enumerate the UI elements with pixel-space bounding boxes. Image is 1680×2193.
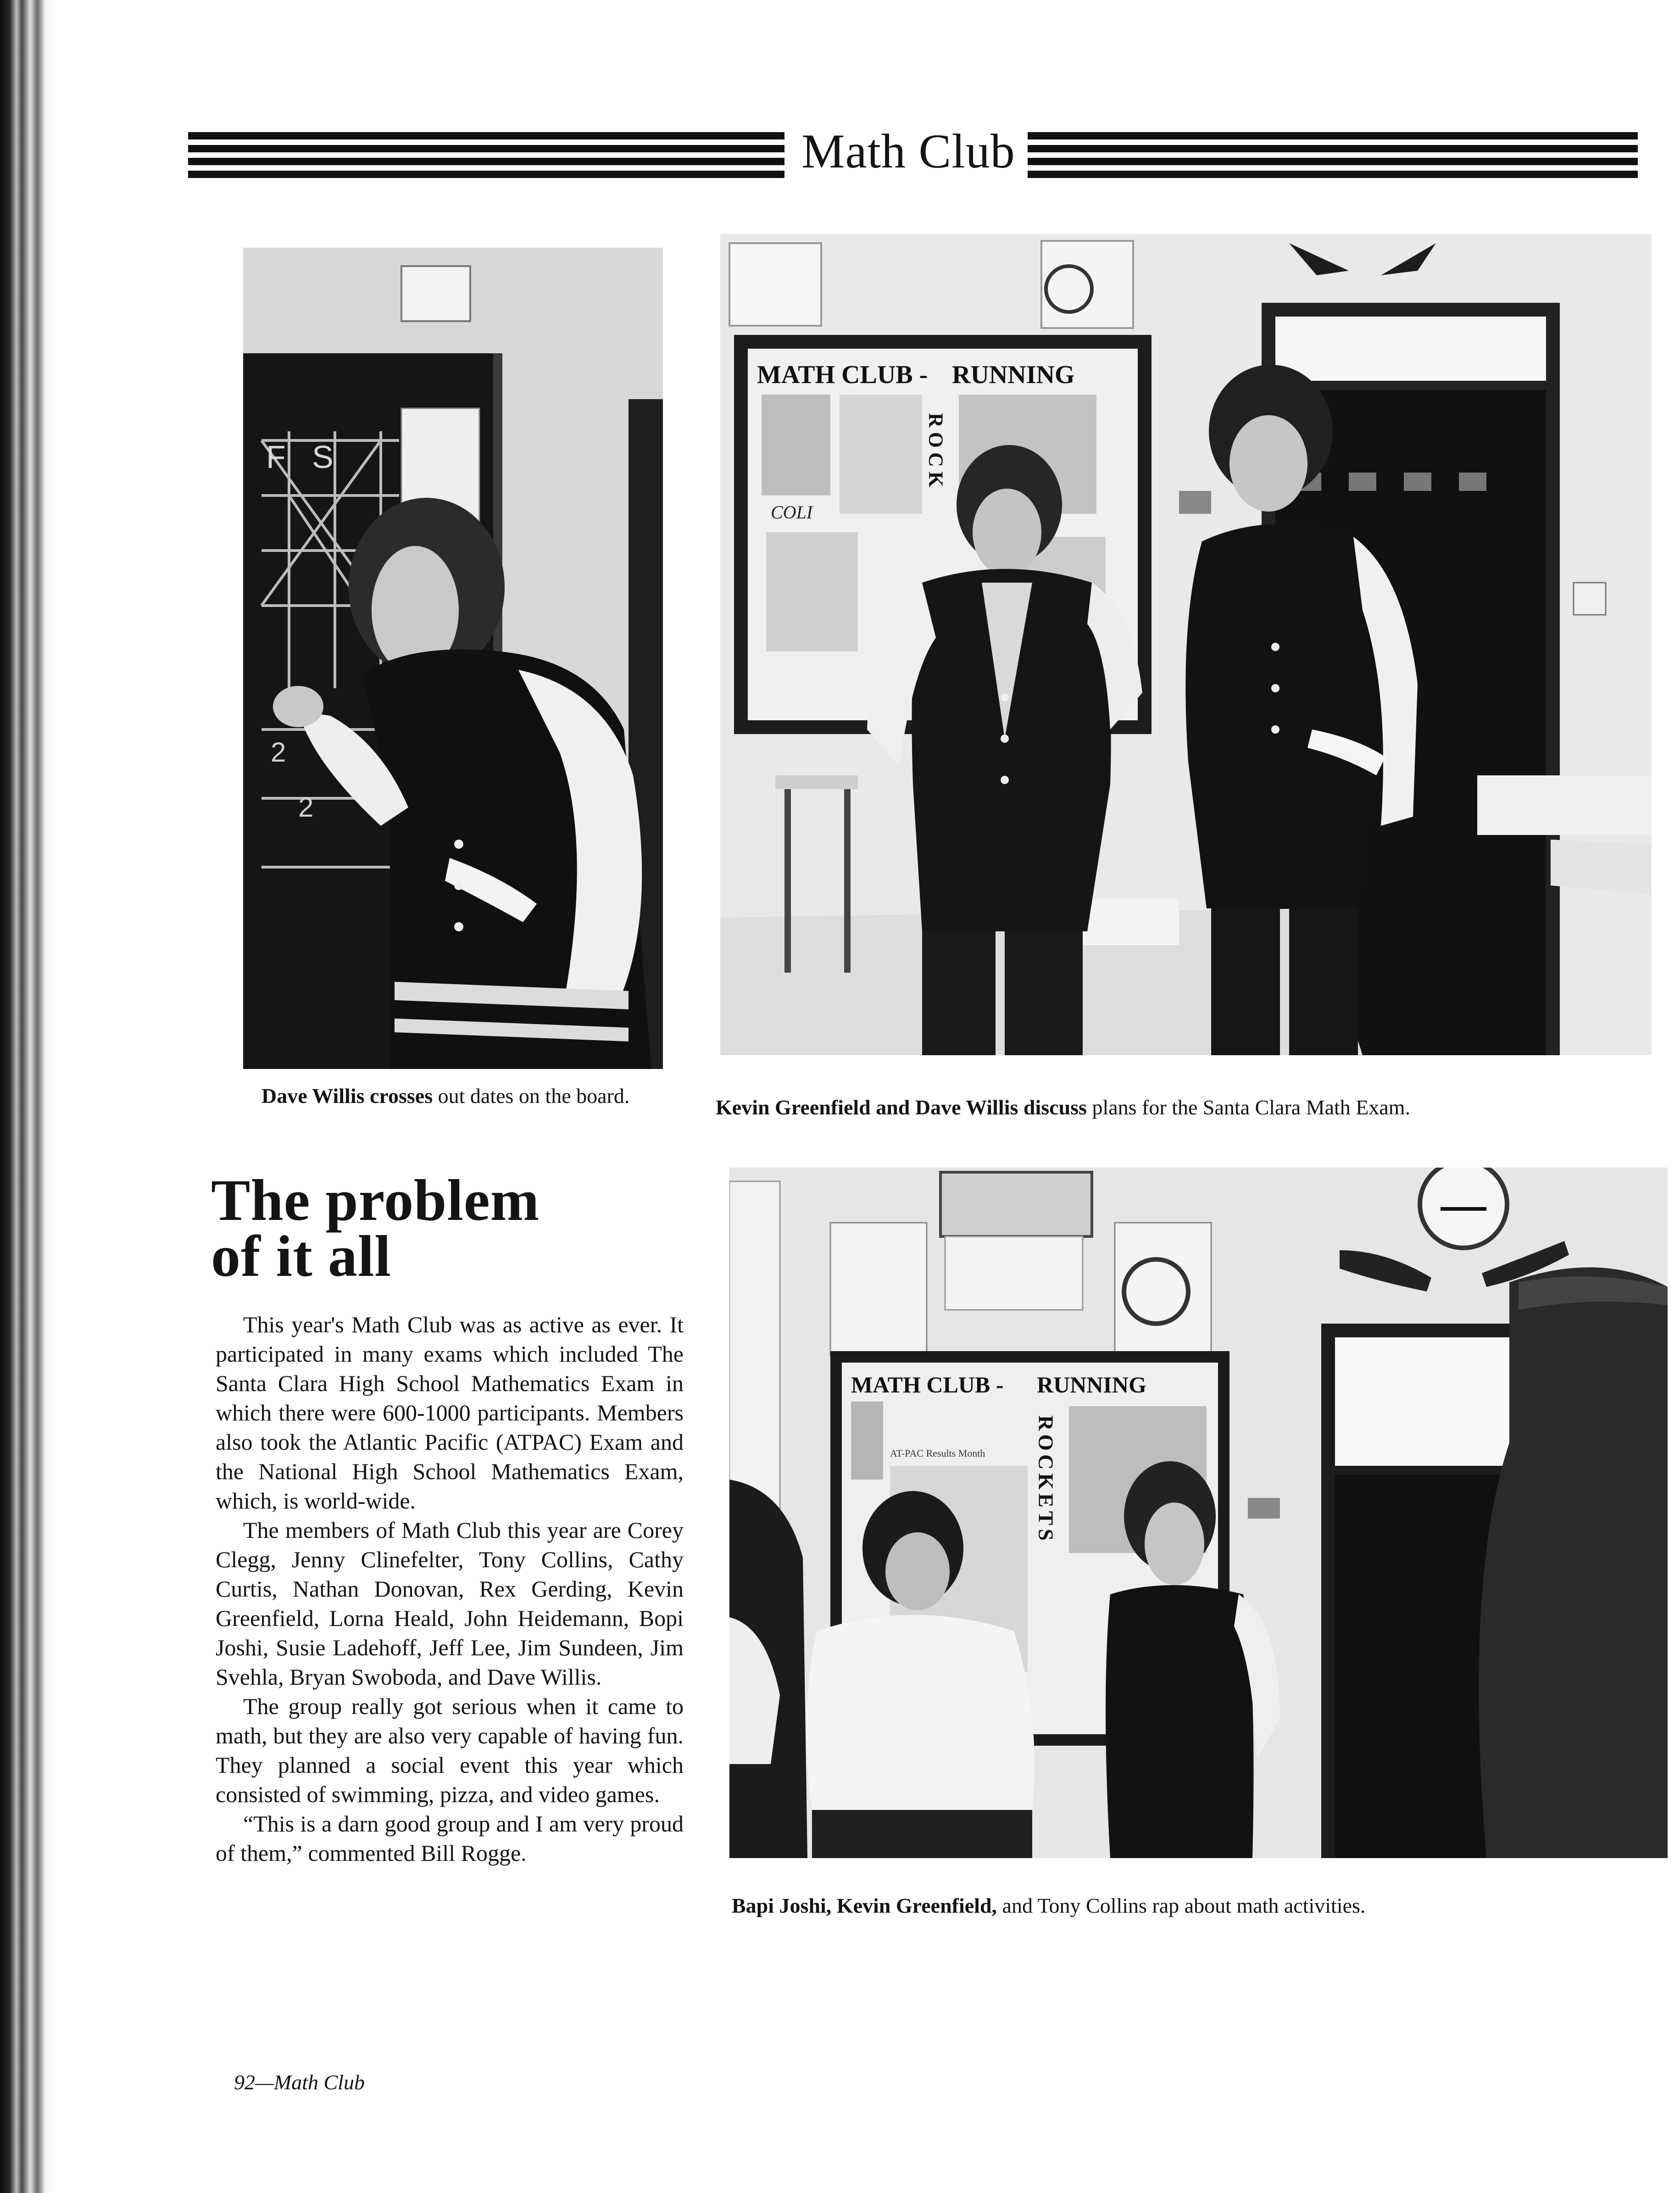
caption-bulletin-discussion [716,1094,1633,1121]
bulletin-logo-text: COLI [771,502,813,523]
board-mark-2: 2 [271,737,286,768]
caption-chalkboard-text: out dates on the board. [433,1084,630,1108]
headline-line-1: The problem [211,1168,540,1233]
caption-chalkboard-names: Dave Willis crosses [261,1084,433,1108]
header-rule-right [1028,132,1638,178]
bulletin-vertical-text-2: ROCKETS [1034,1415,1058,1544]
bulletin-heading-right-2: RUNNING [1037,1372,1146,1397]
bulletin-heading-right: RUNNING [952,361,1075,389]
board-mark-s: S [312,439,334,475]
article-headline [211,1168,624,1289]
page-title: Math Club [801,124,1015,178]
article-body [216,1310,684,1868]
section-header [188,115,1638,193]
bulletin-heading-left-2: MATH CLUB - [851,1372,1004,1397]
article-paragraph: The members of Math Club this year are Corey Clegg, Jenny Clinefelter, Tony Collins, Cathy Curtis, Nathan Donovan, Rex Gerding, Kevin Greenfield, Lorna Heald, John Heidemann, Bopi Joshi, Susie Ladehoff, Jeff Lee, Jim Sundeen, Jim Svehla, Bryan Swoboda, and Dave Willis. [216,1517,684,1690]
photo-bulletin-discussion [720,234,1652,1055]
caption-three-text: and Tony Collins rap about math activities. [997,1894,1366,1917]
headline-line-2: of it all [211,1224,391,1289]
board-mark-f: F [266,439,286,475]
bulletin-vertical-text: ROCK [924,413,947,492]
caption-three-students [732,1892,1668,1919]
book-binding-edge [0,0,55,2193]
board-mark-2b: 2 [298,792,314,823]
caption-bulletin-names: Kevin Greenfield and Dave Willis discuss [716,1096,1087,1119]
bulletin-heading-left: MATH CLUB - [757,361,928,389]
article-paragraph: “This is a darn good group and I am very proud of them,” commented Bill Rogge. [216,1811,684,1866]
photo-three-students [729,1168,1668,1858]
caption-bulletin-text: plans for the Santa Clara Math Exam. [1086,1096,1411,1119]
page-folio: 92—Math Club [234,2071,365,2094]
caption-chalkboard [261,1083,665,1109]
bulletin-small-text: AT-PAC Results Month [890,1447,985,1459]
article-paragraph: The group really got serious when it came to math, but they are also very capable of having fun. They planned a social event this year which consisted of swimming, pizza, and video games. [216,1693,684,1807]
article-paragraph: This year's Math Club was as active as ever. It participated in many exams which included The Santa Clara High School Mathematics Exam in which there were 600-1000 participants. Members also took the Atlantic Pacific (ATPAC) Exam and the National High School Mathematics Exam, which, is world-wide. [216,1312,684,1514]
header-rule-left [188,132,784,178]
caption-three-names: Bapi Joshi, Kevin Greenfield, [732,1894,997,1917]
photo-chalkboard [243,248,663,1069]
